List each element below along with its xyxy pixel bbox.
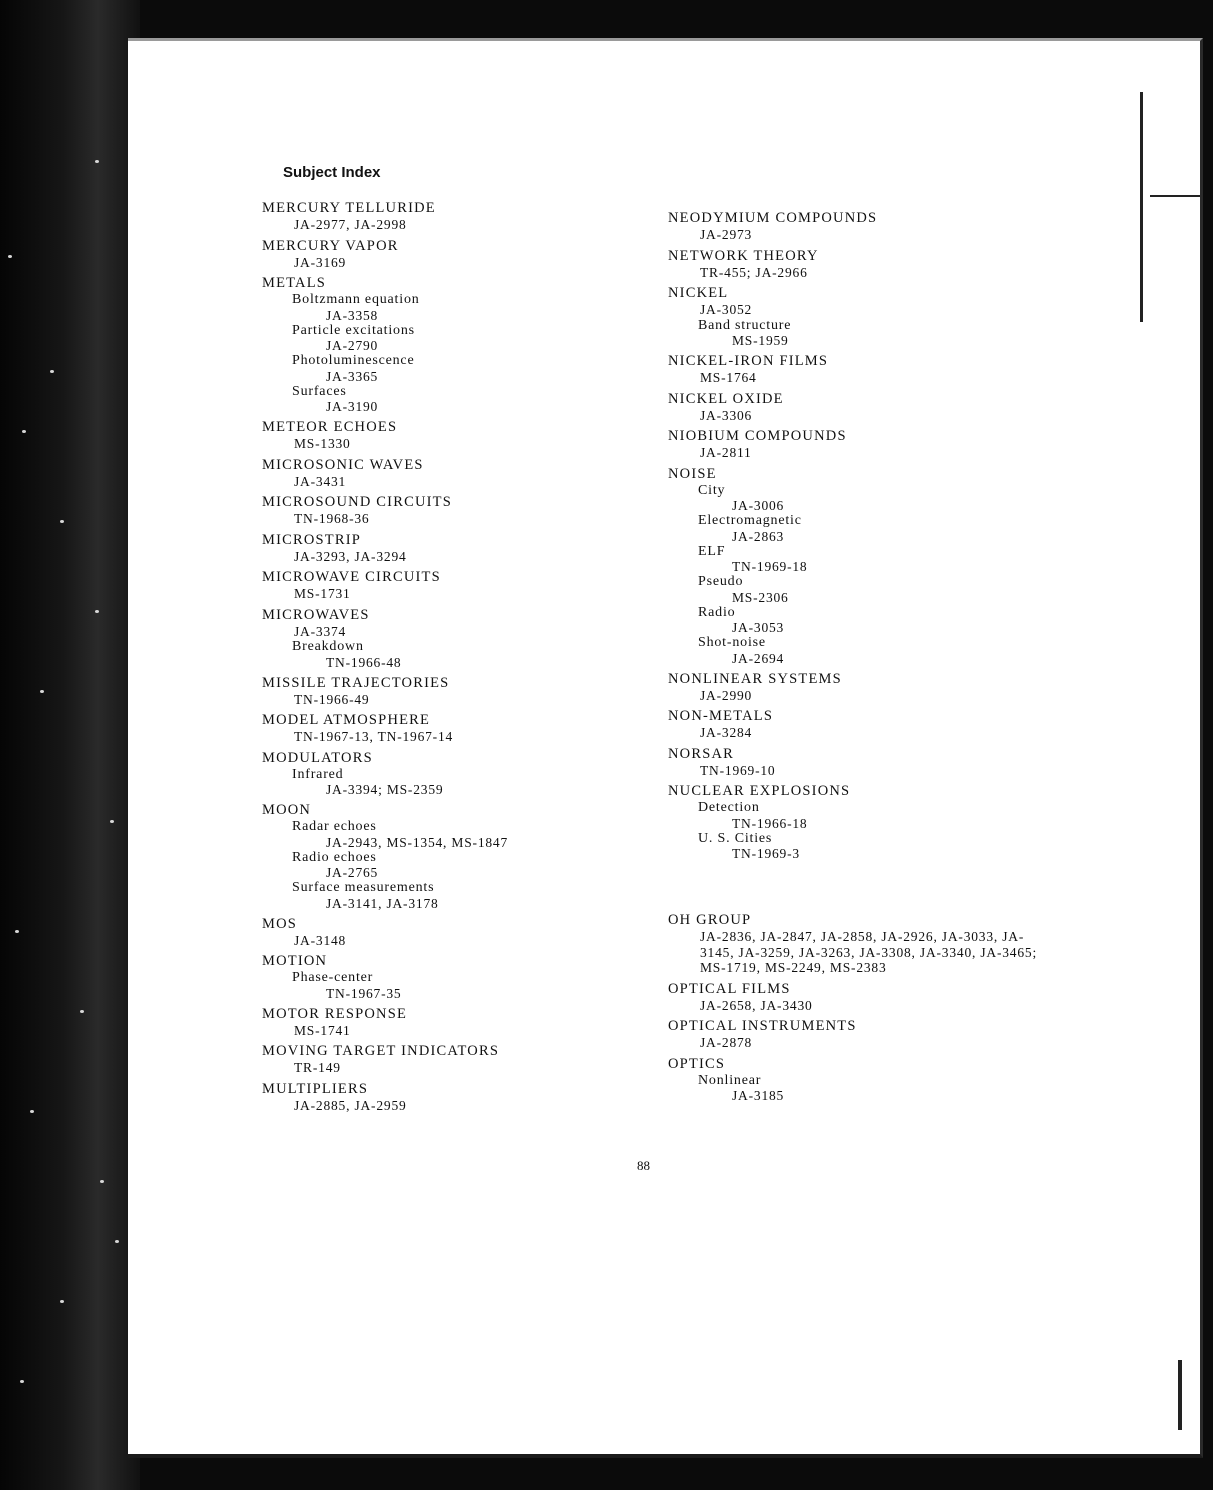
index-entry — [262, 916, 592, 949]
index-references: JA-3293, JA-3294 — [294, 548, 407, 564]
index-subheading: Surface measurements — [292, 880, 435, 895]
index-subheading: City — [698, 482, 726, 498]
index-subreferences: JA-3365 — [326, 368, 379, 384]
index-entry — [668, 391, 1048, 424]
scan-speck — [110, 820, 114, 823]
index-column-right-lower — [668, 912, 1058, 1108]
index-subreferences: JA-3185 — [732, 1088, 785, 1103]
index-references: JA-3431 — [294, 473, 347, 489]
index-subheading: Radar echoes — [292, 819, 377, 834]
index-references: JA-3148 — [294, 932, 347, 948]
index-heading: NETWORK THEORY — [668, 247, 819, 264]
index-references: JA-2811 — [700, 445, 752, 460]
index-subheading: Infrared — [292, 766, 344, 782]
index-entry — [262, 457, 592, 490]
index-entry — [262, 238, 592, 271]
index-subheading: Boltzmann equation — [292, 292, 420, 307]
index-heading: NONLINEAR SYSTEMS — [668, 670, 842, 687]
index-entry — [262, 569, 592, 602]
index-references: JA-3374 — [294, 623, 347, 639]
index-heading: MOON — [262, 802, 312, 818]
index-entry — [668, 783, 1048, 861]
index-subreferences: TN-1967-35 — [326, 985, 402, 1001]
index-subreferences: MS-2306 — [732, 589, 789, 605]
index-heading: METEOR ECHOES — [262, 419, 398, 435]
index-heading: MERCURY TELLURIDE — [262, 200, 436, 216]
index-entry — [262, 419, 592, 452]
index-references: JA-3169 — [294, 254, 347, 270]
scan-speck — [60, 1300, 64, 1303]
index-subheading: Breakdown — [292, 639, 364, 654]
index-references: JA-3052 — [700, 302, 753, 317]
index-subreferences: JA-3190 — [326, 399, 379, 414]
index-heading: OH GROUP — [668, 912, 752, 928]
index-references: JA-2836, JA-2847, JA-2858, JA-2926, JA-3033, JA-3145, JA-3259, JA-3263, JA-3308, JA-3340, JA-3465; MS-1719, MS-2249, MS-2383 — [700, 929, 1037, 975]
index-heading: NICKEL-IRON FILMS — [668, 353, 829, 369]
index-subreferences: JA-2943, MS-1354, MS-1847 — [326, 834, 509, 850]
index-entry — [262, 750, 592, 798]
index-heading: MODEL ATMOSPHERE — [262, 712, 431, 728]
index-entry — [262, 675, 592, 708]
page-header: Subject Index — [283, 164, 381, 181]
index-heading: NEODYMIUM COMPOUNDS — [668, 210, 878, 226]
index-heading: MODULATORS — [262, 749, 373, 766]
index-heading: MOTION — [262, 953, 328, 969]
index-entry — [262, 494, 592, 527]
index-references: TN-1967-13, TN-1967-14 — [294, 729, 454, 744]
index-subheading: Surfaces — [292, 383, 347, 399]
index-entry — [668, 671, 1048, 704]
index-subreferences: JA-3394; MS-2359 — [326, 782, 444, 797]
index-references: JA-2658, JA-3430 — [700, 997, 813, 1013]
index-entry — [668, 708, 1048, 741]
index-heading: MICROSOUND CIRCUITS — [262, 494, 452, 510]
index-subheading: ELF — [698, 543, 726, 559]
scan-mark — [1150, 195, 1200, 197]
index-entry — [262, 712, 592, 745]
index-heading: MICROWAVE CIRCUITS — [262, 569, 441, 585]
index-subheading: Particle excitations — [292, 322, 415, 338]
scan-speck — [22, 430, 26, 433]
index-subreferences: JA-2765 — [326, 865, 379, 880]
index-heading: MISSILE TRAJECTORIES — [262, 674, 450, 691]
index-entry — [668, 912, 1058, 976]
index-heading: NIOBIUM COMPOUNDS — [668, 428, 847, 444]
index-heading: NUCLEAR EXPLOSIONS — [668, 783, 851, 799]
scan-speck — [40, 690, 44, 693]
scan-speck — [60, 520, 64, 523]
index-subheading: Nonlinear — [698, 1072, 762, 1088]
scan-speck — [95, 610, 99, 613]
index-heading: OPTICAL FILMS — [668, 980, 791, 997]
index-heading: MICROSTRIP — [262, 531, 362, 548]
index-entry — [262, 1043, 592, 1076]
scan-speck — [100, 1180, 104, 1183]
index-subheading: U. S. Cities — [698, 830, 773, 846]
index-references: MS-1731 — [294, 586, 351, 601]
index-subreferences: TN-1969-18 — [732, 559, 808, 574]
index-entry — [668, 248, 1048, 281]
index-heading: NICKEL — [668, 285, 729, 301]
scan-speck — [30, 1110, 34, 1113]
index-references: TN-1969-10 — [700, 762, 776, 778]
scan-mark — [1140, 92, 1143, 322]
page-number: 88 — [637, 1158, 650, 1173]
index-heading: NON-METALS — [668, 708, 774, 724]
index-subreferences: JA-3141, JA-3178 — [326, 895, 439, 911]
index-references: TR-455; JA-2966 — [700, 264, 808, 280]
index-entry — [668, 746, 1048, 779]
index-heading: OPTICAL INSTRUMENTS — [668, 1018, 857, 1034]
index-heading: OPTICS — [668, 1055, 726, 1072]
index-heading: NICKEL OXIDE — [668, 390, 784, 407]
scan-speck — [8, 255, 12, 258]
index-heading: MERCURY VAPOR — [262, 237, 399, 254]
scan-speck — [115, 1240, 119, 1243]
index-entry — [262, 1006, 592, 1039]
index-entry — [262, 1081, 592, 1114]
index-entry — [262, 953, 592, 1001]
index-subheading: Pseudo — [698, 574, 744, 589]
scan-speck — [20, 1380, 24, 1383]
index-references: TR-149 — [294, 1060, 341, 1075]
scan-speck — [15, 930, 19, 933]
index-entry — [668, 1056, 1058, 1104]
index-references: JA-2990 — [700, 687, 753, 703]
index-references: MS-1741 — [294, 1022, 351, 1038]
index-subreferences: TN-1966-48 — [326, 654, 402, 670]
index-subreferences: JA-3053 — [732, 620, 785, 635]
index-entry — [668, 285, 1048, 348]
index-references: JA-3284 — [700, 725, 753, 740]
scan-speck — [80, 1010, 84, 1013]
index-references: JA-3306 — [700, 407, 753, 423]
index-references: MS-1764 — [700, 370, 757, 385]
index-subheading: Electromagnetic — [698, 513, 802, 528]
index-heading: NOISE — [668, 465, 717, 482]
index-entry — [668, 428, 1048, 461]
index-entry — [668, 353, 1048, 386]
index-subreferences: TN-1966-18 — [732, 815, 808, 831]
index-entry — [668, 210, 1048, 243]
book-binding-edge — [0, 0, 140, 1490]
index-references: JA-2885, JA-2959 — [294, 1097, 407, 1113]
index-heading: NORSAR — [668, 745, 735, 762]
index-references: JA-2977, JA-2998 — [294, 217, 407, 232]
index-heading: METALS — [262, 275, 327, 291]
index-subheading: Phase-center — [292, 970, 374, 985]
index-subreferences: JA-2790 — [326, 338, 379, 353]
index-subheading: Radio echoes — [292, 849, 377, 865]
index-heading: MOTOR RESPONSE — [262, 1005, 408, 1022]
index-subreferences: TN-1969-3 — [732, 846, 800, 861]
index-entry — [262, 200, 592, 233]
index-subreferences: JA-3006 — [732, 498, 785, 513]
index-subheading: Shot-noise — [698, 635, 766, 650]
index-column-left — [262, 200, 592, 1118]
index-references: JA-2973 — [700, 227, 753, 242]
scan-speck — [50, 370, 54, 373]
index-entry — [668, 1018, 1058, 1051]
index-subheading: Band structure — [698, 317, 792, 333]
index-references: TN-1966-49 — [294, 691, 370, 707]
index-entry — [262, 532, 592, 565]
index-heading: MICROWAVES — [262, 606, 370, 623]
index-heading: MOVING TARGET INDICATORS — [262, 1043, 500, 1059]
index-heading: MICROSONIC WAVES — [262, 456, 424, 473]
scan-speck — [95, 160, 99, 163]
scan-mark — [1178, 1360, 1182, 1430]
index-entry — [668, 981, 1058, 1014]
index-subheading: Photoluminescence — [292, 353, 415, 368]
index-subreferences: JA-2863 — [732, 528, 785, 544]
index-subreferences: JA-3358 — [326, 307, 379, 323]
index-entry — [262, 607, 592, 670]
index-entry — [262, 802, 592, 911]
index-heading: MULTIPLIERS — [262, 1080, 369, 1097]
index-references: TN-1968-36 — [294, 511, 370, 526]
index-subreferences: JA-2694 — [732, 650, 785, 666]
index-references: JA-2878 — [700, 1035, 753, 1050]
index-heading: MOS — [262, 915, 298, 932]
index-references: MS-1330 — [294, 436, 351, 451]
index-subheading: Detection — [698, 800, 760, 815]
index-subreferences: MS-1959 — [732, 333, 789, 348]
index-entry — [262, 275, 592, 414]
index-entry — [668, 466, 1048, 666]
index-column-right — [668, 210, 1048, 866]
index-subheading: Radio — [698, 604, 736, 620]
